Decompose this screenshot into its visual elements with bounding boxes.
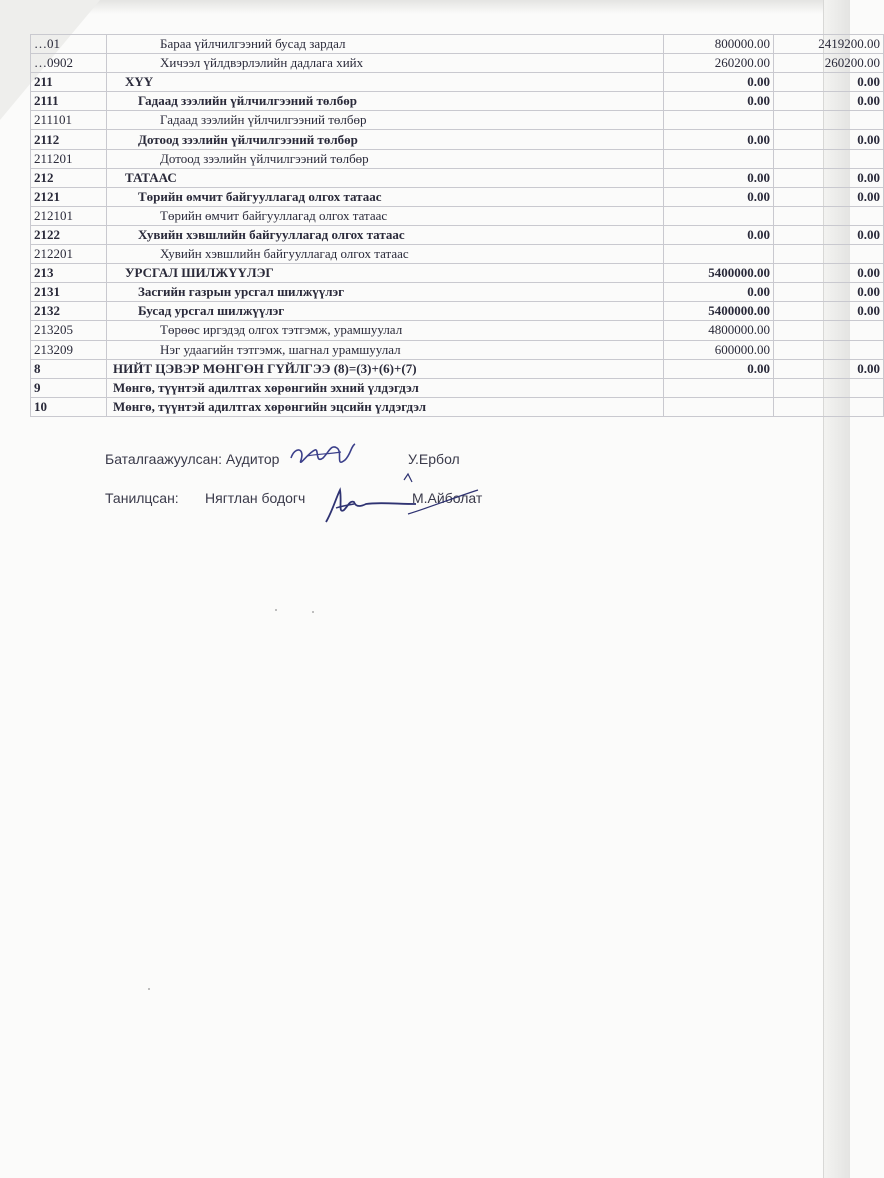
table-row (31, 321, 884, 340)
row-name: Дотоод зээлийн үйлчилгээний төлбөр (107, 149, 664, 168)
row-code: 211101 (31, 111, 107, 130)
accountant-label: Нягтлан бодогч (205, 490, 306, 506)
table-row (31, 35, 884, 54)
row-value-current: 0.00 (664, 359, 774, 378)
row-value-current: 0.00 (664, 92, 774, 111)
row-name: Хувийн хэвшлийн байгууллагад олгох татаас (107, 245, 664, 264)
row-value-current (664, 111, 774, 130)
row-name: Төрийн өмчит байгууллагад олгох татаас (107, 187, 664, 206)
row-value-current: 4800000.00 (664, 321, 774, 340)
row-code: 213 (31, 264, 107, 283)
cash-flow-table (30, 34, 884, 417)
row-code: …01 (31, 35, 107, 54)
table-row (31, 130, 884, 149)
row-code: 2111 (31, 92, 107, 111)
row-name: УРСГАЛ ШИЛЖҮҮЛЭГ (107, 264, 664, 283)
row-value-current: 600000.00 (664, 340, 774, 359)
row-code: 2132 (31, 302, 107, 321)
row-value-current (664, 149, 774, 168)
table-row (31, 283, 884, 302)
row-code: 9 (31, 378, 107, 397)
table-row (31, 187, 884, 206)
row-value-previous: 0.00 (774, 302, 884, 321)
table-row (31, 302, 884, 321)
scan-top-shade (0, 0, 850, 14)
table-row (31, 397, 884, 416)
row-code: 8 (31, 359, 107, 378)
row-code: 211 (31, 73, 107, 92)
row-code: 213209 (31, 340, 107, 359)
row-value-previous (774, 321, 884, 340)
table-row (31, 206, 884, 225)
row-value-previous (774, 340, 884, 359)
row-value-previous (774, 111, 884, 130)
row-value-current: 0.00 (664, 225, 774, 244)
row-value-current: 0.00 (664, 73, 774, 92)
row-code: 2122 (31, 225, 107, 244)
accountant-signature-icon (318, 472, 488, 530)
row-code: 212201 (31, 245, 107, 264)
row-value-previous: 0.00 (774, 187, 884, 206)
row-value-current: 5400000.00 (664, 264, 774, 283)
row-value-previous (774, 206, 884, 225)
row-value-current: 0.00 (664, 168, 774, 187)
row-name: Төрийн өмчит байгууллагад олгох татаас (107, 206, 664, 225)
row-name: Гадаад зээлийн үйлчилгээний төлбөр (107, 111, 664, 130)
row-value-current: 260200.00 (664, 54, 774, 73)
row-code: …0902 (31, 54, 107, 73)
row-value-previous (774, 149, 884, 168)
row-value-previous: 0.00 (774, 92, 884, 111)
row-value-previous: 0.00 (774, 168, 884, 187)
row-value-previous: 0.00 (774, 225, 884, 244)
table-row (31, 378, 884, 397)
accountant-signature-line (105, 490, 483, 506)
row-value-current: 0.00 (664, 283, 774, 302)
row-name: Мөнгө, түүнтэй адилтгах хөрөнгийн эхний үлдэгдэл (107, 378, 664, 397)
table-row (31, 264, 884, 283)
auditor-signature-icon (285, 438, 365, 474)
row-name: Мөнгө, түүнтэй адилтгах хөрөнгийн эцсийн үлдэгдэл (107, 397, 664, 416)
row-value-previous (774, 245, 884, 264)
row-value-previous (774, 397, 884, 416)
row-name: Засгийн газрын урсгал шилжүүлэг (107, 283, 664, 302)
scan-speck (312, 611, 314, 613)
row-value-current (664, 397, 774, 416)
row-value-previous: 0.00 (774, 264, 884, 283)
row-name: Бусад урсгал шилжүүлэг (107, 302, 664, 321)
auditor-signature-line (105, 451, 460, 467)
row-name: Гадаад зээлийн үйлчилгээний төлбөр (107, 92, 664, 111)
auditor-name: У.Ербол (408, 451, 460, 467)
table-row (31, 111, 884, 130)
row-value-current (664, 245, 774, 264)
row-name: НИЙТ ЦЭВЭР МӨНГӨН ГҮЙЛГЭЭ (8)=(3)+(6)+(7) (107, 359, 664, 378)
row-name: ХҮҮ (107, 73, 664, 92)
row-value-previous: 0.00 (774, 359, 884, 378)
table-row (31, 245, 884, 264)
row-name: Төрөөс иргэдэд олгох тэтгэмж, урамшуулал (107, 321, 664, 340)
row-value-current: 800000.00 (664, 35, 774, 54)
row-value-current: 0.00 (664, 130, 774, 149)
row-code: 10 (31, 397, 107, 416)
accountant-prefix: Танилцсан: (105, 490, 179, 506)
row-code: 2112 (31, 130, 107, 149)
row-value-previous (774, 378, 884, 397)
table-row (31, 54, 884, 73)
row-name: ТАТААС (107, 168, 664, 187)
cash-flow-table-body (31, 35, 884, 417)
row-name: Хичээл үйлдвэрлэлийн дадлага хийх (107, 54, 664, 73)
row-code: 213205 (31, 321, 107, 340)
table-row (31, 225, 884, 244)
table-row (31, 168, 884, 187)
row-value-previous: 260200.00 (774, 54, 884, 73)
row-value-current: 0.00 (664, 187, 774, 206)
row-name: Дотоод зээлийн үйлчилгээний төлбөр (107, 130, 664, 149)
row-value-current (664, 206, 774, 225)
scan-speck (148, 988, 150, 990)
table-row (31, 359, 884, 378)
accountant-name: М.Айболат (412, 490, 483, 506)
row-name: Бараа үйлчилгээний бусад зардал (107, 35, 664, 54)
row-value-previous: 0.00 (774, 130, 884, 149)
scan-speck (275, 609, 277, 611)
row-code: 2131 (31, 283, 107, 302)
table-row (31, 149, 884, 168)
row-code: 212101 (31, 206, 107, 225)
table-row (31, 92, 884, 111)
row-code: 2121 (31, 187, 107, 206)
auditor-label: Баталгаажуулсан: Аудитор (105, 451, 280, 467)
row-value-previous: 0.00 (774, 73, 884, 92)
table-row (31, 73, 884, 92)
row-name: Нэг удаагийн тэтгэмж, шагнал урамшуулал (107, 340, 664, 359)
row-name: Хувийн хэвшлийн байгууллагад олгох татаас (107, 225, 664, 244)
row-value-current (664, 378, 774, 397)
row-value-previous: 2419200.00 (774, 35, 884, 54)
row-code: 212 (31, 168, 107, 187)
table-row (31, 340, 884, 359)
row-code: 211201 (31, 149, 107, 168)
row-value-previous: 0.00 (774, 283, 884, 302)
row-value-current: 5400000.00 (664, 302, 774, 321)
